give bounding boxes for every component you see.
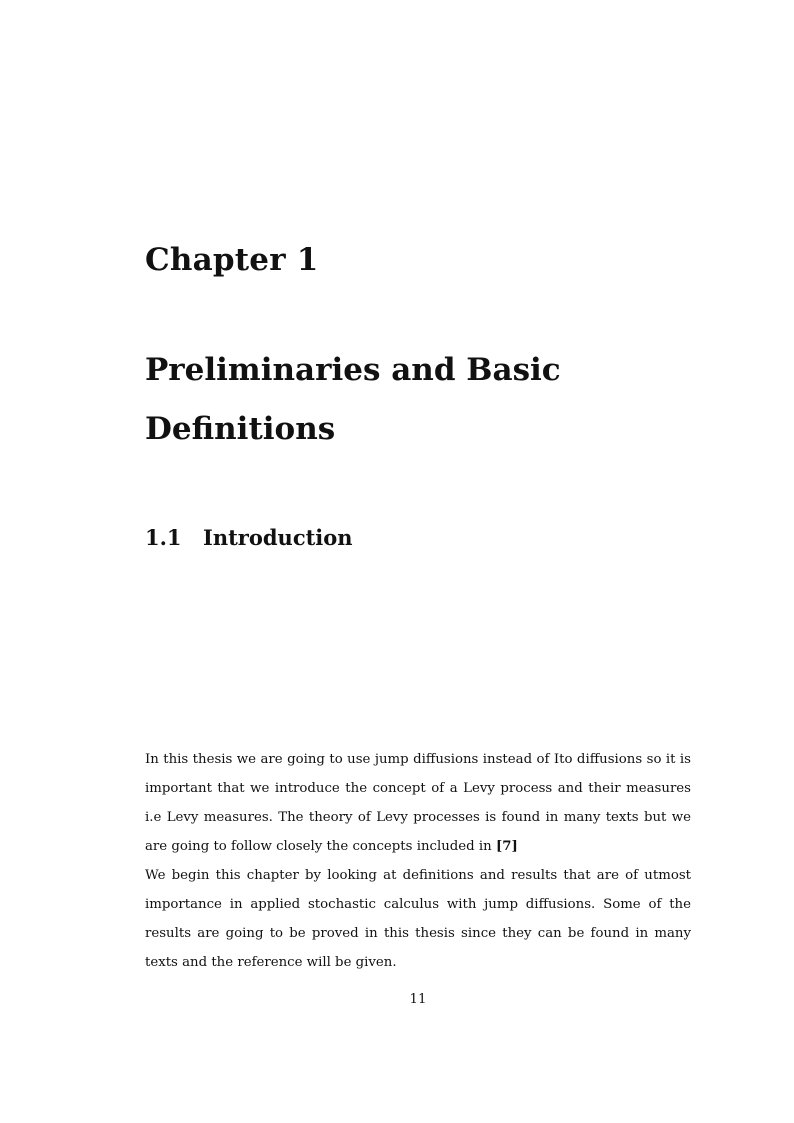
body-text (145, 745, 691, 977)
chapter-title (145, 341, 705, 459)
citation-link[interactable]: [7] (495, 839, 518, 854)
chapter-title-line-2: Definitions (145, 411, 336, 447)
section-number: 1.1 (145, 525, 182, 550)
chapter-label: Chapter 1 (145, 242, 319, 278)
page-number: 11 (409, 992, 427, 1007)
section-heading (145, 523, 353, 553)
chapter-title-line-1: Preliminaries and Basic (145, 352, 561, 388)
paragraph-1-text: In this thesis we are going to use jump diffusions instead of Ito diffusions so it is important that we introduce the concept of a Levy process and their measures i.e Levy measures. The theory of Levy processes is found in many texts but we are going to follow closely the concepts included in (145, 752, 691, 854)
paragraph-1 (145, 745, 691, 861)
paragraph-2: We begin this chapter by looking at definitions and results that are of utmost importance in applied stochastic calculus with jump diffusions. Some of the results are going to be proved in this thesis since they can be found in many texts and the reference will be given. (145, 868, 691, 970)
section-title: Introduction (203, 525, 353, 550)
